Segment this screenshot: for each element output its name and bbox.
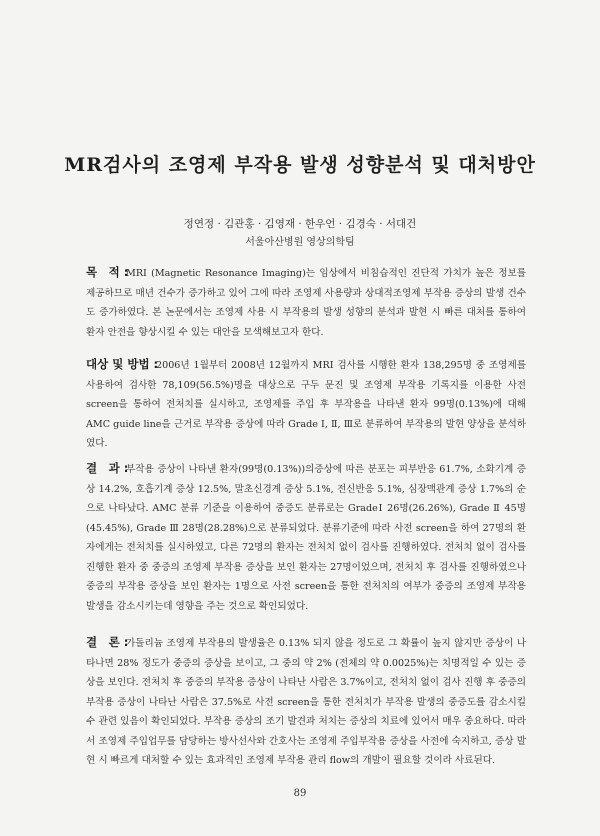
section-label-method: 대상 및 방법 : [86,357,159,371]
paper-title: MR검사의 조영제 부작용 발생 성향분석 및 대처방안 [64,154,536,176]
author-list: 정연정 · 김관홍 · 김영재 · 한우언 · 김경숙 · 서대건 [183,218,417,230]
section-text-result: 부작용 증상이 나타낸 환자(99명(0.13%))의증상에 따른 분포는 피부반응 61.7%, 소화기계 증상 14.2%, 호흡기계 증상 12.5%, 말초신경계 증상 5.1%, 전신반응 5.1%, 심장맥관계 증상 1.7%의 순으로 나타났다. AMC 분류 기준을 이용하여 중증도 분류로는 GradeⅠ 26명(26.26%), Grade Ⅱ 45명(45.45%), Grade Ⅲ 28명(28.28%)으로 분류되었다. 분류기준에 따라 사전 screen을 하여 27명의 환자에게는 전처치를 실시하였고, 다른 72명의 환자는 전처치 없이 검사를 진행하였다. 전처치 없이 검사를 진행한 환자 중 중증의 조영제 부작용 증상을 보인 환자는 27명이었으며, 전처치 후 검사를 진행하였으나 중증의 부작용 증상을 보인 환자는 1명으로 사전 screen을 통한 전처치의 여부가 중증의 조영제 부작용 발생을 감소시키는데 영향을 주는 것으로 확인되었다. [86,464,526,612]
section-method [86,356,526,454]
section-result [86,460,526,616]
section-label-purpose: 목 적 : [86,265,129,279]
section-purpose [86,264,526,342]
section-label-conclusion: 결 론 : [86,635,129,649]
section-text-purpose: MRI (Magnetic Resonance Imaging)는 임상에서 비침습적인 진단적 가치가 높은 정보를 제공하므로 매년 건수가 증가하고 있어 그에 따라 조영제 사용량과 상대적조영제 부작용 증상의 발생 건수도 증가하였다. 본 논문에서는 조영제 사용 시 부작용의 발생 성향의 분석과 발현 시 빠른 대처를 통하여 환자 안전을 향상시킬 수 있는 대안을 모색해보고자 한다. [86,268,526,338]
section-text-conclusion: 가돌리늄 조영제 부작용의 발생율은 0.13% 되지 않을 정도로 그 확률이 높지 않지만 증상이 나타나면 28% 정도가 중증의 증상을 보이고, 그 중의 약 2% (전체의 약 0.0025%)는 치명적일 수 있는 증상을 보인다. 전처치 후 중증의 부작용 증상이 나타난 사람은 3.7%이고, 전처치 없이 검사 진행 후 중증의 부작용 증상이 나타난 사람은 37.5%로 사전 screen을 통한 전처치가 부작용 발생의 중증도를 감소시킬 수 관련 있음이 확인되었다. 부작용 증상의 조기 발견과 처치는 증상의 치료에 있어서 매우 중요하다. 따라서 조영제 주입업무를 담당하는 방사선사와 간호사는 조영제 주입부작용 증상을 사전에 숙지하고, 증상 발현 시 빠르게 대처할 수 있는 효과적인 조영제 부작용 관리 flow의 개발이 필요할 것이라 사료된다. [86,638,526,766]
page-number: 89 [293,788,307,799]
affiliation: 서울아산병원 영상의학팀 [245,237,355,248]
section-conclusion [86,634,526,771]
section-text-method: 2006년 1월부터 2008년 12월까지 MRI 검사를 시행한 환자 138,295명 중 조영제를 사용하여 검사한 78,109(56.5%)명을 대상으로 구두 문진 및 조영제 부작용 기록지를 이용한 사전 screen을 통하여 전처치를 실시하고, 조영제를 주입 후 부작용을 나타낸 환자 99명(0.13%)에 대해 AMC guide line을 근거로 부작용 증상에 따라 Grade Ⅰ, Ⅱ, Ⅲ로 분류하여 부작용의 발현 양상을 분석하였다. [86,360,526,449]
section-label-result: 결 과 : [86,461,129,475]
